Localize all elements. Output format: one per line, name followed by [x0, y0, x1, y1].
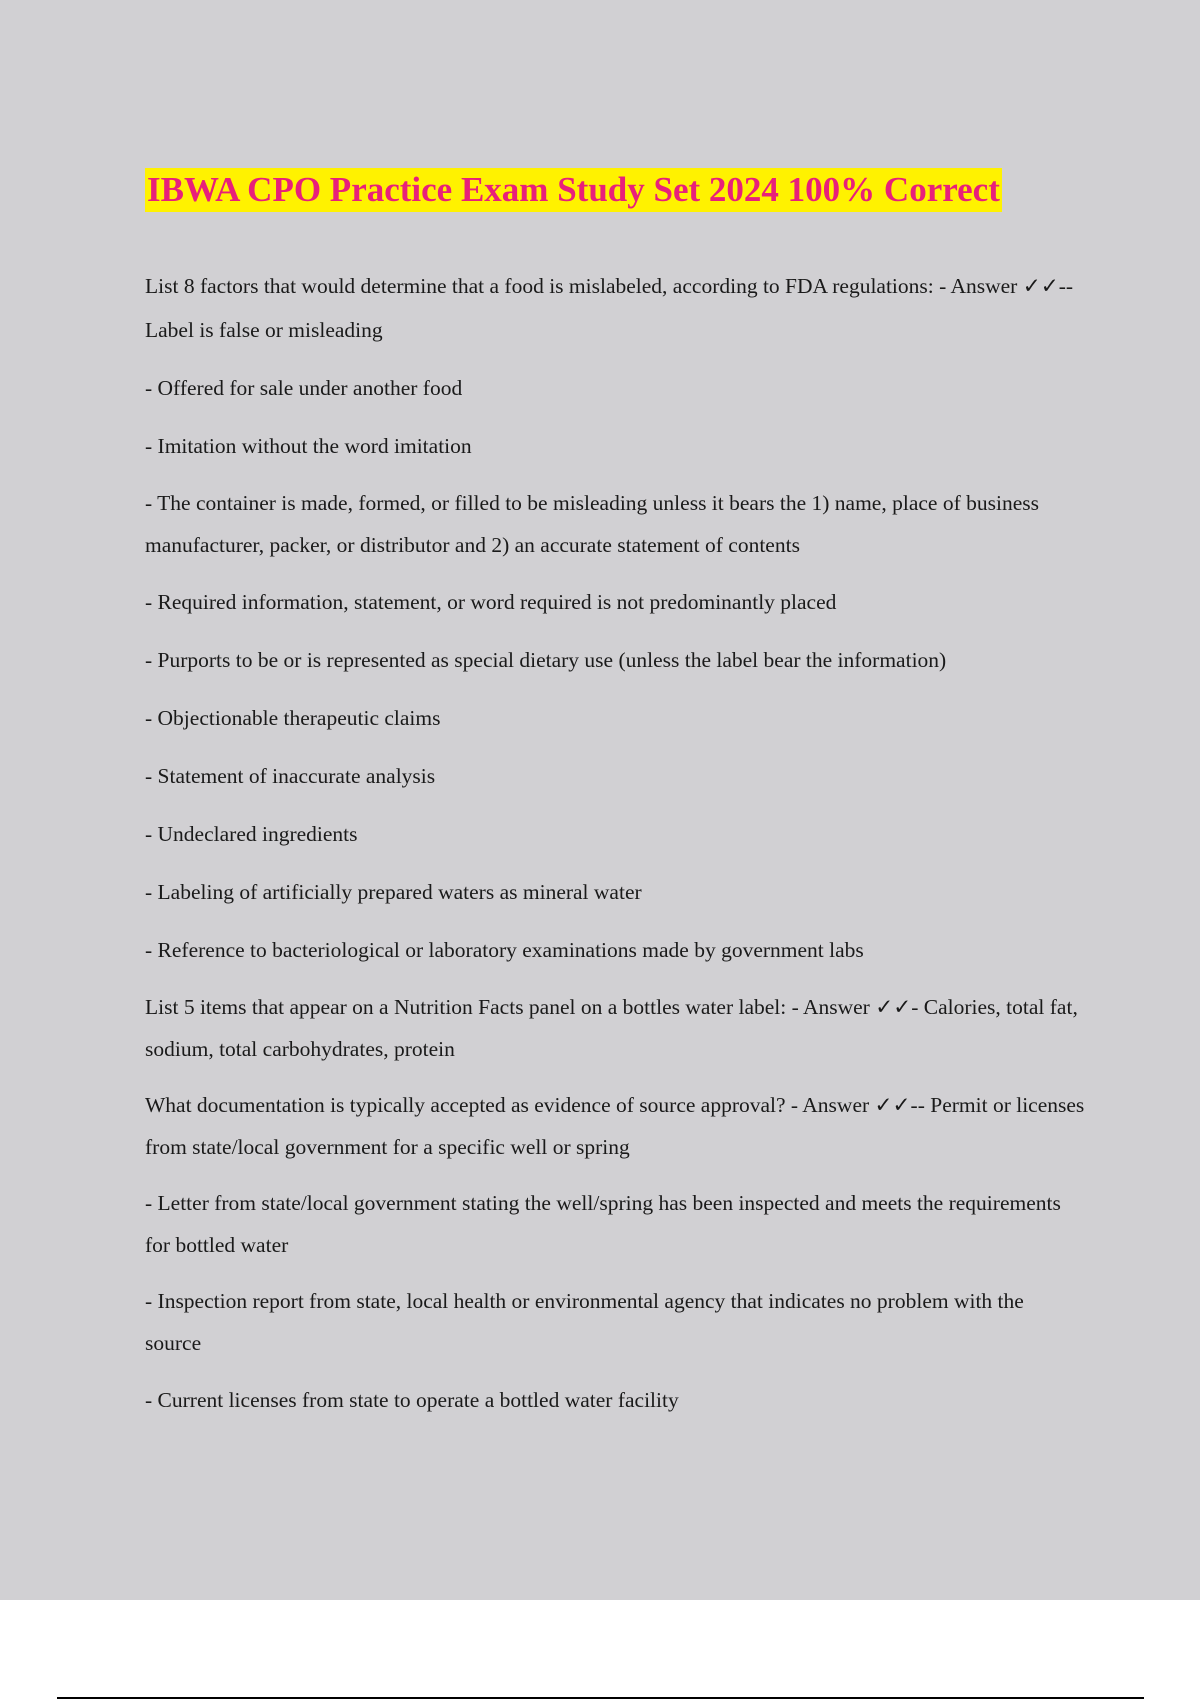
footer-divider	[57, 1697, 1144, 1699]
answer-item: - Reference to bacteriological or laboratory examinations made by government labs	[145, 938, 864, 962]
answer-item: - Letter from state/local government stating the well/spring has been inspected and meets the requirements for bottled water	[145, 1191, 1061, 1257]
answer-item: - Purports to be or is represented as special dietary use (unless the label bear the information)	[145, 648, 947, 672]
question-paragraph: List 8 factors that would determine that a food is mislabeled, according to FDA regulations: - Answer ✓✓-- Label is false or misleading	[145, 274, 1074, 342]
answer-item: - Offered for sale under another food	[145, 376, 463, 400]
document-title: IBWA CPO Practice Exam Study Set 2024 100% Correct	[145, 168, 1002, 212]
answer-item: - Current licenses from state to operate a bottled water facility	[145, 1388, 679, 1412]
answer-item: - Labeling of artificially prepared waters as mineral water	[145, 880, 642, 904]
question-paragraph: What documentation is typically accepted as evidence of source approval? - Answer ✓✓-- Permit or licenses from state/local government for a specific well or spring	[145, 1093, 1085, 1159]
answer-item: - Required information, statement, or word required is not predominantly placed	[145, 590, 837, 614]
answer-item: - Undeclared ingredients	[145, 822, 358, 846]
question-paragraph: List 5 items that appear on a Nutrition Facts panel on a bottles water label: - Answer ✓✓- Calories, total fat, sodium, total carbohydrates, protein	[145, 995, 1078, 1061]
document-content	[145, 168, 1085, 1436]
answer-item: - Imitation without the word imitation	[145, 434, 472, 458]
answer-item: - Statement of inaccurate analysis	[145, 764, 436, 788]
answer-item: - Objectionable therapeutic claims	[145, 706, 441, 730]
answer-item: - The container is made, formed, or filled to be misleading unless it bears the 1) name, place of business manufacturer, packer, or distributor and 2) an accurate statement of contents	[145, 491, 1039, 557]
title-wrapper	[145, 168, 1085, 212]
answer-item: - Inspection report from state, local health or environmental agency that indicates no problem with the source	[145, 1289, 1024, 1355]
